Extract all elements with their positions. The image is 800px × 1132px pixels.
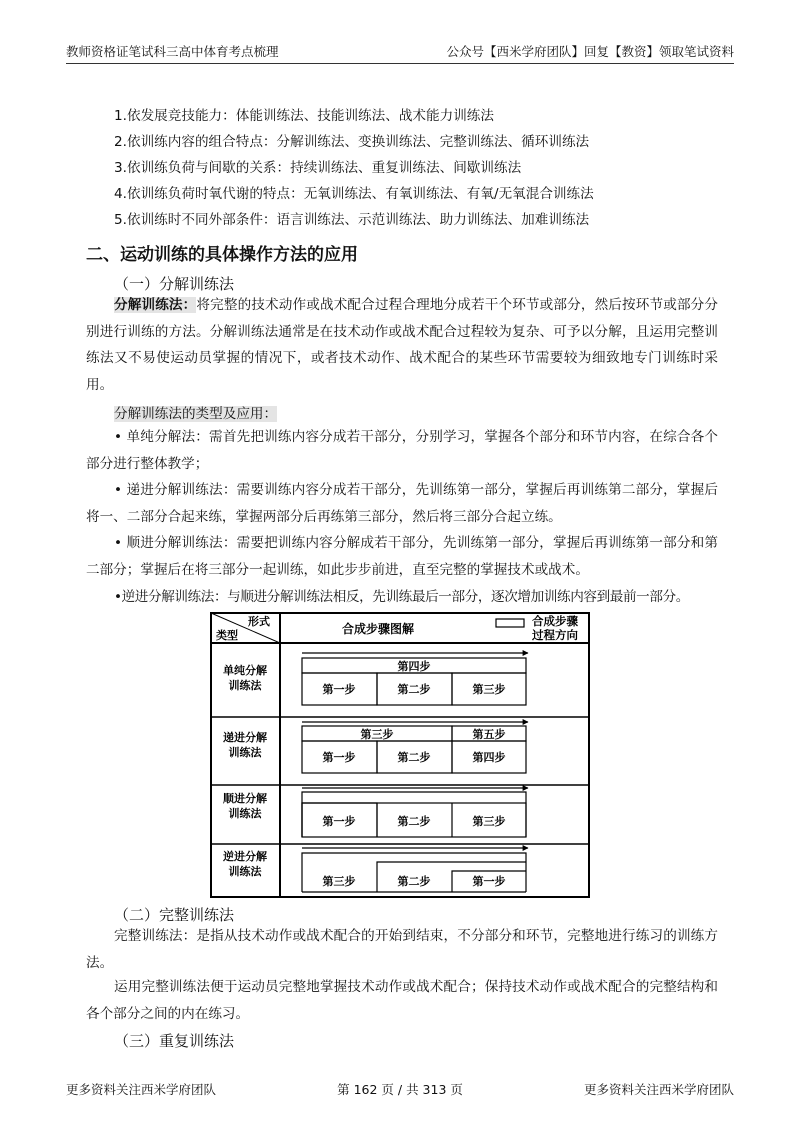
row-label: 逆进分解 (223, 850, 267, 863)
step-label: 第二步 (397, 683, 431, 696)
bullet-item: • 递进分解训练法：需要训练内容分成若干部分，先训练第一部分，掌握后再训练第二部分，掌握后将一、二部分合起来练，掌握两部分后再练第三部分，然后将三部分合起立练。 (86, 482, 718, 525)
definition-paragraph (86, 292, 718, 398)
figure-title: 合成步骤图解 (341, 622, 415, 636)
header-form-label: 形式 (248, 615, 270, 628)
subsection-title: （二）完整训练法 (114, 906, 235, 924)
step-label: 第一步 (322, 751, 356, 764)
list-item: 5.依训练时不同外部条件：语言训练法、示范训练法、助力训练法、加难训练法 (114, 212, 590, 228)
page-number: 第 162 页 / 共 313 页 (337, 1082, 463, 1097)
paragraph: 运用完整训练法便于运动员完整地掌握技术动作或战术配合；保持技术动作或战术配合的完整结构和各个部分之间的内在练习。 (86, 979, 718, 1022)
header-right: 公众号【西米学府团队】回复【教资】领取笔试资料 (446, 44, 734, 59)
definition-text: 将完整的技术动作或战术配合过程合理地分成若干个环节或部分，然后按环节或部分分别进行训练的方法。分解训练法通常是在技术动作或战术配合过程较为复杂、可予以分解，且运用完整训练法又不易使运动员掌握的情况下，或者技术动作、战术配合的某些环节需要较为细致地专门训练时采用。 (86, 297, 719, 393)
subsection-title: （三）重复训练法 (114, 1032, 235, 1050)
legend-line-1: 合成步骤 (532, 614, 578, 628)
step-label: 第一步 (322, 683, 356, 696)
decomposition-figure (210, 612, 590, 902)
list-item: 1.依发展竞技能力：体能训练法、技能训练法、战术能力训练法 (114, 108, 494, 124)
bullet-item: • 单纯分解法：需首先把训练内容分成若干部分，分别学习，掌握各个部分和环节内容，在综合各个部分进行整体教学； (86, 429, 718, 472)
legend-line-2: 过程方向 (532, 628, 578, 642)
bullet-item: • 顺进分解训练法：需要把训练内容分解成若干部分，先训练第一部分，掌握后再训练第一部分和第二部分；掌握后在将三部分一起训练，如此步步前进，直至完整的掌握技术或战术。 (86, 535, 718, 578)
step-label: 第二步 (397, 875, 431, 888)
step-label: 第一步 (472, 875, 506, 888)
step-label: 第三步 (472, 683, 506, 696)
row-label: 单纯分解 (223, 664, 267, 677)
row-label: 训练法 (228, 807, 262, 820)
step-label: 第三步 (322, 875, 356, 888)
footer-left: 更多资料关注西米学府团队 (66, 1082, 217, 1097)
step-label: 第四步 (472, 751, 506, 764)
footer-right: 更多资料关注西米学府团队 (583, 1082, 734, 1097)
subsection-title: （一）分解训练法 (114, 275, 235, 293)
step-label: 第二步 (397, 815, 431, 828)
header-left: 教师资格证笔试科三高中体育考点梳理 (66, 44, 279, 59)
list-item: 4.依训练负荷时氧代谢的特点：无氧训练法、有氧训练法、有氧/无氧混合训练法 (114, 186, 594, 202)
term-label: 分解训练法： (114, 297, 197, 313)
section-title: 二、运动训练的具体操作方法的应用 (86, 245, 358, 265)
row-label: 递进分解 (223, 731, 267, 744)
row-label: 训练法 (228, 679, 262, 692)
types-label: 分解训练法的类型及应用： (114, 406, 278, 422)
legend-box-icon (496, 619, 524, 627)
list-item: 3.依训练负荷与间歇的关系：持续训练法、重复训练法、间歇训练法 (114, 160, 522, 176)
page-header (66, 38, 734, 64)
step-label: 第四步 (397, 660, 431, 673)
row-label: 训练法 (228, 746, 262, 759)
figure-svg (210, 612, 590, 898)
header-type-label: 类型 (216, 629, 238, 642)
bullet-item: •逆进分解训练法：与顺进分解训练法相反，先训练最后一部分，逐次增加训练内容到最前一部分。 (114, 589, 689, 605)
row-label: 训练法 (228, 865, 262, 878)
page-footer (66, 1080, 734, 1098)
list-item: 2.依训练内容的组合特点：分解训练法、变换训练法、完整训练法、循环训练法 (114, 134, 590, 150)
row-label: 顺进分解 (223, 792, 267, 805)
step-label: 第五步 (472, 728, 506, 741)
paragraph: 完整训练法：是指从技术动作或战术配合的开始到结束，不分部分和环节，完整地进行练习的训练方法。 (86, 928, 718, 971)
step-label: 第三步 (472, 815, 506, 828)
step-label: 第三步 (360, 728, 394, 741)
step-label: 第一步 (322, 815, 356, 828)
step-label: 第二步 (397, 751, 431, 764)
